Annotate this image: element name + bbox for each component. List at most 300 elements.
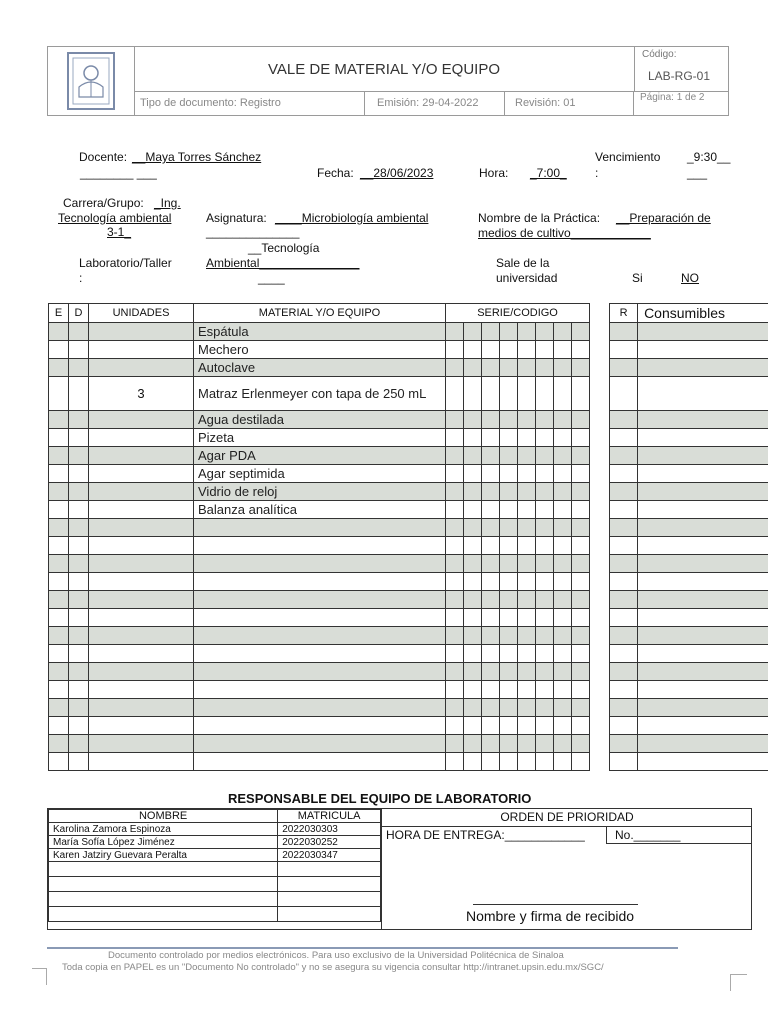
- table-cell: [464, 735, 482, 753]
- table-cell: [464, 537, 482, 555]
- table-cell: [590, 519, 610, 537]
- laboratorio-colon: :: [79, 271, 83, 285]
- table-cell: [89, 717, 194, 735]
- table-cell: [194, 555, 446, 573]
- table-cell: [482, 573, 500, 591]
- table-cell: [610, 753, 638, 771]
- table-cell: [49, 555, 69, 573]
- material-cell: Agua destilada: [194, 411, 446, 429]
- unidades-cell: [89, 411, 194, 429]
- table-cell: [49, 681, 69, 699]
- table-cell: [89, 573, 194, 591]
- table-cell: [69, 429, 89, 447]
- table-cell: [446, 753, 464, 771]
- table-cell: [482, 429, 500, 447]
- fecha-value: __28/06/2023: [360, 166, 434, 180]
- table-cell: [638, 699, 768, 717]
- responsable-table: [48, 809, 381, 922]
- table-cell: [69, 753, 89, 771]
- table-cell: [69, 591, 89, 609]
- table-cell: [464, 447, 482, 465]
- table-cell: [536, 627, 554, 645]
- code-value: LAB-RG-01: [648, 69, 711, 83]
- vencimiento-label: Vencimiento: [595, 150, 661, 164]
- table-cell: [518, 753, 536, 771]
- table-cell: [610, 645, 638, 663]
- table-cell: [464, 501, 482, 519]
- table-cell: [554, 591, 572, 609]
- table-cell: [554, 717, 572, 735]
- unidades-cell: [89, 447, 194, 465]
- table-cell: [536, 359, 554, 377]
- table-cell: [500, 341, 518, 359]
- table-cell: [500, 429, 518, 447]
- empty-cell: [278, 907, 381, 922]
- table-cell: [89, 555, 194, 573]
- table-cell: [69, 735, 89, 753]
- table-cell: [518, 681, 536, 699]
- table-cell: [49, 735, 69, 753]
- table-cell: [49, 591, 69, 609]
- unidades-cell: [89, 323, 194, 341]
- table-cell: [482, 323, 500, 341]
- page-number: Página: 1 de 2: [640, 92, 705, 103]
- corner-mark: [730, 974, 747, 991]
- footer-line1: Documento controlado por medios electrónicos. Para uso exclusivo de la Universidad Politécnica de Sinaloa: [108, 950, 564, 961]
- table-cell: [446, 377, 464, 411]
- table-cell: [638, 359, 768, 377]
- person-name: María Sofía López Jiménez: [49, 836, 278, 849]
- table-cell: [464, 359, 482, 377]
- table-cell: [610, 591, 638, 609]
- table-cell: [49, 447, 69, 465]
- table-cell: [49, 645, 69, 663]
- table-cell: [638, 609, 768, 627]
- table-cell: [446, 717, 464, 735]
- table-cell: [536, 663, 554, 681]
- table-cell: [49, 663, 69, 681]
- table-cell: [482, 519, 500, 537]
- carrera-l2: Tecnología ambiental: [58, 211, 172, 225]
- table-cell: [49, 717, 69, 735]
- table-cell: [69, 323, 89, 341]
- table-cell: [518, 323, 536, 341]
- table-cell: [638, 663, 768, 681]
- table-cell: [482, 645, 500, 663]
- table-cell: [69, 411, 89, 429]
- table-cell: [590, 429, 610, 447]
- table-cell: [49, 377, 69, 411]
- table-cell: [482, 591, 500, 609]
- signature-line: [473, 904, 638, 905]
- table-cell: [518, 483, 536, 501]
- table-cell: [482, 483, 500, 501]
- header-serie: SERIE/CODIGO: [446, 304, 590, 323]
- table-cell: [446, 501, 464, 519]
- table-cell: [518, 465, 536, 483]
- table-row: [49, 609, 768, 627]
- table-cell: [464, 663, 482, 681]
- empty-cell: [49, 892, 278, 907]
- person-name: Karen Jatziry Guevara Peralta: [49, 849, 278, 862]
- table-row: [49, 323, 768, 341]
- table-cell: [89, 627, 194, 645]
- responsable-box: [47, 808, 752, 930]
- table-cell: [518, 537, 536, 555]
- table-cell: [572, 519, 590, 537]
- table-cell: [194, 519, 446, 537]
- table-cell: [610, 555, 638, 573]
- sale-label-l1: Sale de la: [496, 256, 550, 270]
- table-cell: [536, 699, 554, 717]
- table-cell: [446, 411, 464, 429]
- material-cell: Mechero: [194, 341, 446, 359]
- table-cell: [610, 501, 638, 519]
- table-cell: [518, 501, 536, 519]
- table-cell: [89, 609, 194, 627]
- empty-cell: [49, 877, 278, 892]
- table-cell: [464, 465, 482, 483]
- table-cell: [464, 341, 482, 359]
- table-cell: [69, 573, 89, 591]
- table-cell: [572, 627, 590, 645]
- table-cell: [69, 537, 89, 555]
- table-cell: [572, 699, 590, 717]
- table-cell: [194, 717, 446, 735]
- table-cell: [536, 645, 554, 663]
- table-cell: [554, 341, 572, 359]
- table-cell: [464, 591, 482, 609]
- unidades-cell: [89, 501, 194, 519]
- table-cell: [518, 591, 536, 609]
- table-cell: [572, 447, 590, 465]
- university-logo: [48, 47, 135, 115]
- table-cell: [49, 519, 69, 537]
- table-cell: [194, 735, 446, 753]
- unidades-cell: [89, 429, 194, 447]
- person-matricula: 2022030252: [278, 836, 381, 849]
- table-cell: [536, 681, 554, 699]
- table-cell: [638, 465, 768, 483]
- table-cell: [464, 753, 482, 771]
- table-cell: [572, 645, 590, 663]
- table-cell: [590, 323, 610, 341]
- document-title: VALE DE MATERIAL Y/O EQUIPO: [134, 47, 635, 92]
- table-cell: [194, 699, 446, 717]
- table-cell: [482, 359, 500, 377]
- vencimiento-cont: ___: [687, 166, 708, 180]
- empty-cell: [278, 862, 381, 877]
- header-consumibles: Consumibles: [638, 304, 768, 323]
- table-cell: [49, 359, 69, 377]
- table-cell: [638, 501, 768, 519]
- table-cell: [500, 717, 518, 735]
- table-cell: [536, 465, 554, 483]
- empty-cell: [49, 907, 278, 922]
- table-row: [49, 823, 381, 836]
- table-cell: [610, 717, 638, 735]
- table-cell: [482, 555, 500, 573]
- table-cell: [554, 501, 572, 519]
- corner-mark: [32, 968, 47, 985]
- table-cell: [518, 717, 536, 735]
- table-cell: [500, 411, 518, 429]
- table-cell: [500, 555, 518, 573]
- table-cell: [482, 627, 500, 645]
- table-cell: [482, 341, 500, 359]
- lab-value-l2: Ambiental_______________: [206, 256, 360, 270]
- table-cell: [536, 609, 554, 627]
- table-cell: [518, 359, 536, 377]
- table-cell: [572, 609, 590, 627]
- table-cell: [572, 411, 590, 429]
- table-cell: [572, 663, 590, 681]
- table-cell: [446, 627, 464, 645]
- table-row: [49, 699, 768, 717]
- table-cell: [518, 555, 536, 573]
- table-cell: [518, 573, 536, 591]
- table-row: [49, 359, 768, 377]
- table-cell: [554, 537, 572, 555]
- table-cell: [500, 537, 518, 555]
- table-cell: [590, 591, 610, 609]
- table-cell: [446, 681, 464, 699]
- no-cell: [606, 826, 752, 844]
- table-row: [49, 555, 768, 573]
- table-cell: [610, 323, 638, 341]
- asignatura-cont: ______________: [206, 225, 300, 239]
- table-cell: [500, 573, 518, 591]
- table-row: [49, 411, 768, 429]
- table-cell: [69, 555, 89, 573]
- table-cell: [500, 519, 518, 537]
- table-cell: [590, 753, 610, 771]
- table-cell: [536, 447, 554, 465]
- code-label: Código:: [642, 49, 677, 60]
- table-row: [49, 429, 768, 447]
- table-cell: [590, 645, 610, 663]
- table-cell: [500, 483, 518, 501]
- table-cell: [446, 555, 464, 573]
- table-cell: [518, 699, 536, 717]
- table-cell: [482, 681, 500, 699]
- table-cell: [590, 555, 610, 573]
- table-cell: [590, 663, 610, 681]
- table-row: [49, 341, 768, 359]
- table-cell: [638, 323, 768, 341]
- material-cell: Vidrio de reloj: [194, 483, 446, 501]
- table-row: [49, 753, 768, 771]
- table-cell: [518, 447, 536, 465]
- table-cell: [500, 681, 518, 699]
- table-cell: [638, 555, 768, 573]
- table-cell: [554, 555, 572, 573]
- table-cell: [500, 359, 518, 377]
- sale-no: NO: [681, 271, 699, 285]
- table-cell: [89, 681, 194, 699]
- table-cell: [536, 717, 554, 735]
- table-cell: [49, 483, 69, 501]
- table-cell: [610, 519, 638, 537]
- table-cell: [194, 591, 446, 609]
- table-cell: [638, 377, 768, 411]
- table-cell: [554, 681, 572, 699]
- empty-cell: [278, 892, 381, 907]
- table-cell: [464, 699, 482, 717]
- table-cell: [610, 429, 638, 447]
- table-cell: [638, 519, 768, 537]
- table-cell: [49, 465, 69, 483]
- table-cell: [610, 735, 638, 753]
- table-cell: [554, 663, 572, 681]
- table-cell: [500, 699, 518, 717]
- firma-label: Nombre y firma de recibido: [466, 908, 635, 924]
- table-cell: [638, 627, 768, 645]
- doc-type: Tipo de documento: Registro: [134, 91, 365, 115]
- laboratorio-label: Laboratorio/Taller: [79, 256, 172, 270]
- table-cell: [482, 377, 500, 411]
- table-cell: [554, 465, 572, 483]
- table-cell: [610, 377, 638, 411]
- table-cell: [446, 609, 464, 627]
- material-cell: Espátula: [194, 323, 446, 341]
- table-row: [49, 645, 768, 663]
- table-cell: [590, 681, 610, 699]
- table-cell: [610, 341, 638, 359]
- table-row: [49, 717, 768, 735]
- table-cell: [638, 735, 768, 753]
- table-row: [49, 663, 768, 681]
- table-cell: [590, 717, 610, 735]
- table-cell: [69, 359, 89, 377]
- table-cell: [536, 377, 554, 411]
- table-cell: [446, 465, 464, 483]
- footer-line2: Toda copia en PAPEL es un "Documento No controlado" y no se asegura su vigencia consultar http://intranet.upsin.edu.mx/SGC/: [62, 962, 604, 973]
- table-cell: [572, 501, 590, 519]
- table-cell: [554, 573, 572, 591]
- hora-label: Hora:: [479, 166, 509, 180]
- table-cell: [518, 735, 536, 753]
- carrera-l3: 3-1_: [107, 225, 132, 239]
- table-cell: [638, 537, 768, 555]
- table-cell: [554, 699, 572, 717]
- table-cell: [572, 465, 590, 483]
- table-row: [49, 447, 768, 465]
- table-cell: [554, 627, 572, 645]
- person-name: Karolina Zamora Espinoza: [49, 823, 278, 836]
- table-cell: [464, 411, 482, 429]
- table-cell: [49, 429, 69, 447]
- table-cell: [49, 411, 69, 429]
- table-cell: [638, 411, 768, 429]
- table-cell: [572, 681, 590, 699]
- table-row: [49, 892, 381, 907]
- person-matricula: 2022030303: [278, 823, 381, 836]
- asignatura-label: Asignatura:: [206, 211, 267, 225]
- table-cell: [500, 323, 518, 341]
- table-cell: [49, 341, 69, 359]
- table-cell: [446, 573, 464, 591]
- table-cell: [500, 627, 518, 645]
- table-cell: [69, 681, 89, 699]
- table-cell: [194, 645, 446, 663]
- table-cell: [500, 591, 518, 609]
- table-cell: [69, 377, 89, 411]
- table-cell: [638, 681, 768, 699]
- table-cell: [89, 519, 194, 537]
- table-cell: [69, 627, 89, 645]
- table-cell: [638, 429, 768, 447]
- table-cell: [482, 753, 500, 771]
- table-cell: [638, 447, 768, 465]
- table-cell: [518, 627, 536, 645]
- header-d: D: [69, 304, 89, 323]
- table-row: [49, 849, 381, 862]
- table-cell: [638, 591, 768, 609]
- table-cell: [554, 609, 572, 627]
- table-cell: [590, 501, 610, 519]
- table-cell: [500, 735, 518, 753]
- table-cell: [554, 645, 572, 663]
- table-cell: [500, 447, 518, 465]
- table-cell: [482, 465, 500, 483]
- table-cell: [590, 735, 610, 753]
- table-cell: [536, 411, 554, 429]
- table-cell: [610, 681, 638, 699]
- header-material: MATERIAL Y/O EQUIPO: [194, 304, 446, 323]
- table-cell: [49, 501, 69, 519]
- table-cell: [194, 537, 446, 555]
- table-cell: [536, 323, 554, 341]
- table-cell: [89, 645, 194, 663]
- sale-label-l2: universidad: [496, 271, 558, 285]
- table-cell: [610, 465, 638, 483]
- vencimiento-value: _9:30__: [687, 150, 731, 164]
- divider: [381, 826, 382, 929]
- carrera-label: Carrera/Grupo:: [63, 196, 144, 210]
- table-cell: [610, 537, 638, 555]
- table-cell: [194, 681, 446, 699]
- table-cell: [572, 341, 590, 359]
- table-cell: [446, 663, 464, 681]
- table-cell: [464, 483, 482, 501]
- sale-si: Si: [632, 271, 643, 285]
- lab-value-l1: __Tecnología: [248, 241, 320, 255]
- practica-value: __Preparación de: [616, 211, 711, 225]
- document-header: [47, 46, 729, 116]
- table-cell: [89, 591, 194, 609]
- docente-label: Docente:: [79, 150, 128, 164]
- table-cell: [446, 645, 464, 663]
- table-row: [49, 483, 768, 501]
- docente-cont: ________ ___: [80, 166, 157, 180]
- table-cell: [536, 537, 554, 555]
- table-cell: [500, 609, 518, 627]
- table-cell: [446, 359, 464, 377]
- material-cell: Agar septimida: [194, 465, 446, 483]
- table-cell: [554, 447, 572, 465]
- table-cell: [554, 519, 572, 537]
- unidades-cell: [89, 483, 194, 501]
- table-cell: [610, 609, 638, 627]
- header-e: E: [49, 304, 69, 323]
- table-cell: [500, 501, 518, 519]
- table-cell: [446, 735, 464, 753]
- table-cell: [482, 735, 500, 753]
- table-cell: [554, 429, 572, 447]
- carrera-l1: _Ing.: [154, 196, 181, 210]
- practica-cont: medios de cultivo____________: [478, 226, 651, 240]
